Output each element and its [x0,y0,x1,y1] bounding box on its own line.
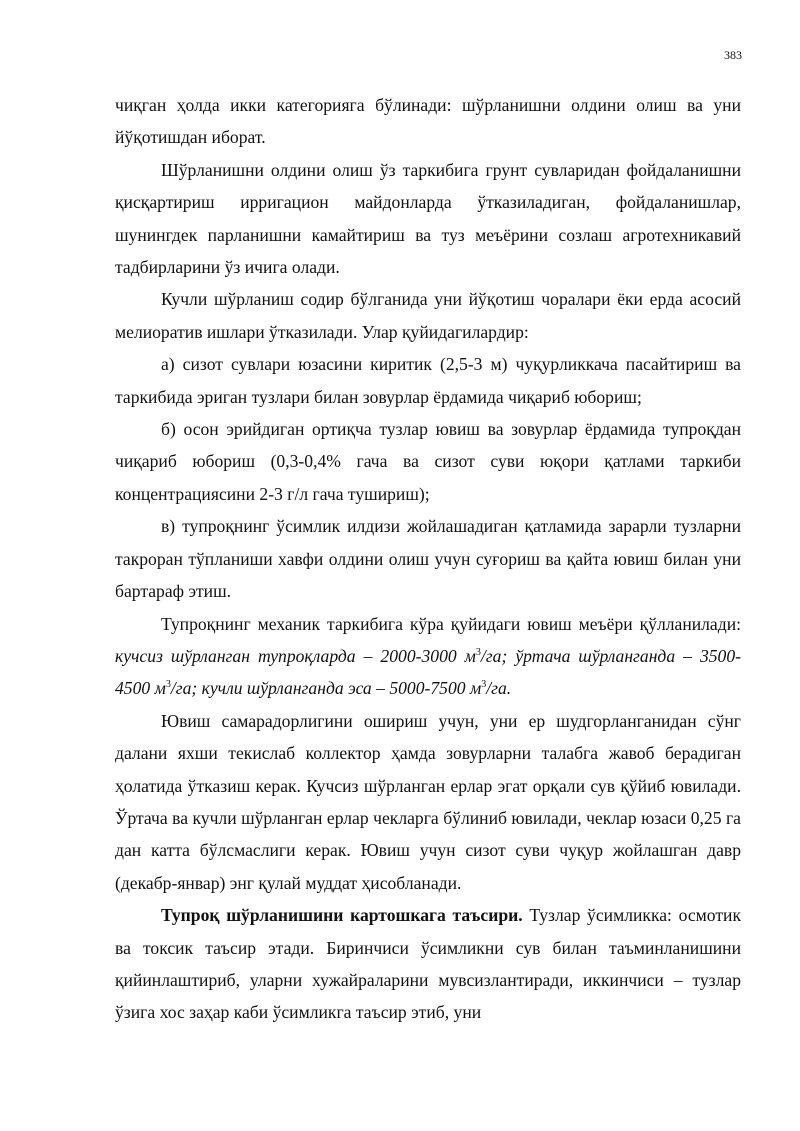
superscript-3: 3 [165,679,171,691]
paragraph-continuation: чиқган ҳолда икки категорияга бўлинади: шўрланишни олдини олиш ва уни йўқотишдан иборат. [115,95,741,148]
paragraph-strong-salinity: Кучли шўрланиш содир бўлганида уни йўқотиш чоралари ёки ерда асосий мелиоратив ишлари ўтказилади. Улар қуйидагилардир: [115,289,741,342]
paragraph-leaching-efficiency: Ювиш самарадорлигини ошириш учун, уни ер шудгорланганидан сўнг далани яхши текислаб коллектор ҳамда зовурларни талабга жавоб берадиган ҳолатида ўтказиш керак. Кучсиз шўрланган ерлар эгат орқали сув қўйиб ювилади. Ўртача ва кучли шўрланган ерлар чекларга бўлиниб ювилади, чеклар юзаси 0,25 га дан катта бўлсмаслиги керак. Ювиш учун сизот суви чуқур жойлашган давр (декабр-январ) энг қулай муддат ҳисобланади. [115,710,741,893]
page-number: 383 [724,48,742,62]
section-heading: Тупроқ шўрланишини картошкага таъсири. [161,905,523,926]
list-item-b: б) осон эрийдиган ортиқча тузлар ювиш ва зовурлар ёрдамида тупроқдан чиқариб юбориш (0,3-0,4% гача ва сизот суви юқори қатлами таркиби концентрациясини 2-3 г/л гача тушириш); [115,419,741,504]
list-item-a: а) сизот сувлари юзасини киритик (2,5-3 м) чуқурликкача пасайтириш ва таркибида эриган тузлари билан зовурлар ёрдамида чиқариб юбориш; [115,354,741,407]
paragraph-salinity-prevention: Шўрланишни олдини олиш ўз таркибига грунт сувларидан фойдаланишни қисқартириш ирригацион майдонларда ўтказиладиган, фойдаланишлар, шунингдек парланишни камайтириш ва туз меъёрини созлаш агротехникавий тадбирларини ўз ичига олади. [115,159,741,278]
leaching-norms-weak: кучсиз шўрланган тупроқларда – 2000-3000 м [115,645,476,666]
leaching-norms-end: /га. [486,678,512,699]
list-item-v: в) тупроқнинг ўсимлик илдизи жойлашадиган қатламида зарарли тузларни такроран тўпланиши хавфи олдини олиш учун суғориш ва қайта ювиш билан уни бартараф этиш. [115,516,741,602]
paragraph-salinity-effect [115,899,741,1029]
paragraph-leaching-norms [115,608,741,705]
document-body [115,89,741,1029]
leaching-norms-medium: /га; ўртача шўрланганда – 3500-4500 м [115,645,742,699]
leaching-norms-strong: /га; кучли шўрланганда эса – 5000-7500 м [170,678,482,699]
superscript-3: 3 [481,679,487,691]
salinity-effect-text: Тузлар ўсимликка: осмотик ва токсик таъсир этади. Биринчиси ўсимликни сув билан таъминланишини қийинлаштириб, уларни хужайраларини мувсизлантиради, иккинчиси – тузлар ўзига хос заҳар каби ўсимликга таъсир этиб, уни [115,905,742,1023]
leaching-norms-lead: Тупроқнинг механик таркибига кўра қуйидаги ювиш меъёри қўлланилади: [161,613,741,634]
superscript-3: 3 [475,647,481,659]
